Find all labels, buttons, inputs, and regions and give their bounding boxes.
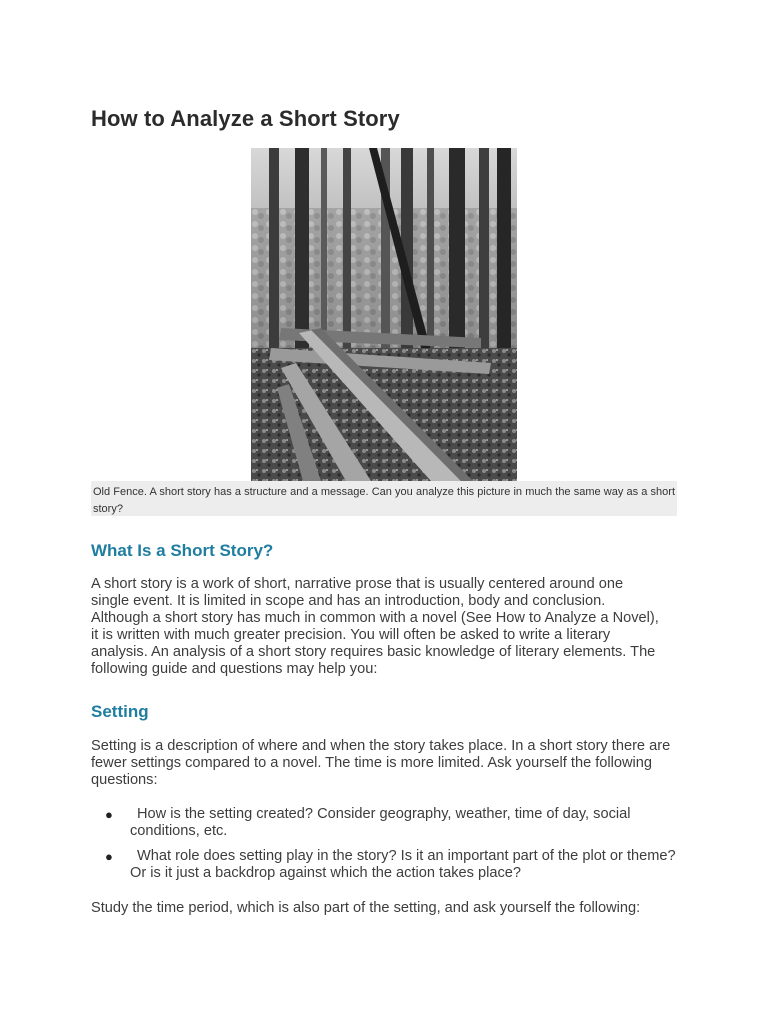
setting-question-list xyxy=(91,806,677,890)
setting-paragraph: Setting is a description of where and when the story takes place. In a short story there are fewer settings compared to a novel. The time is more limited. Ask yourself the following questions: xyxy=(91,738,671,788)
list-item-text: What role does setting play in the story? Is it an important part of the plot or theme? Or is it just a backdrop against which the action takes place? xyxy=(130,848,676,881)
bullet-icon: ● xyxy=(105,807,113,822)
page-title: How to Analyze a Short Story xyxy=(91,106,400,131)
time-period-paragraph: Study the time period, which is also part of the setting, and ask yourself the following: xyxy=(91,900,641,916)
forest-fence-photo xyxy=(251,148,517,481)
intro-paragraph: A short story is a work of short, narrative prose that is usually centered around one single event. It is limited in scope and has an introduction, body and conclusion. Although a short story has much in common with a novel (See How to Analyze a Novel), it is written with much greater precision. You will often be asked to write a literary analysis. An analysis of a short story requires basic knowledge of literary elements. The following guide and questions may help you: xyxy=(91,576,659,677)
section-heading-what-is-short-story: What Is a Short Story? xyxy=(91,541,274,560)
photo-caption: Old Fence. A short story has a structure and a message. Can you analyze this picture in much the same way as a short story? xyxy=(91,481,677,516)
section-heading-setting: Setting xyxy=(91,702,149,721)
bullet-icon: ● xyxy=(105,849,113,864)
list-item xyxy=(91,806,677,840)
list-item-text: How is the setting created? Consider geography, weather, time of day, social conditions, etc. xyxy=(130,806,631,839)
list-item xyxy=(91,848,677,882)
